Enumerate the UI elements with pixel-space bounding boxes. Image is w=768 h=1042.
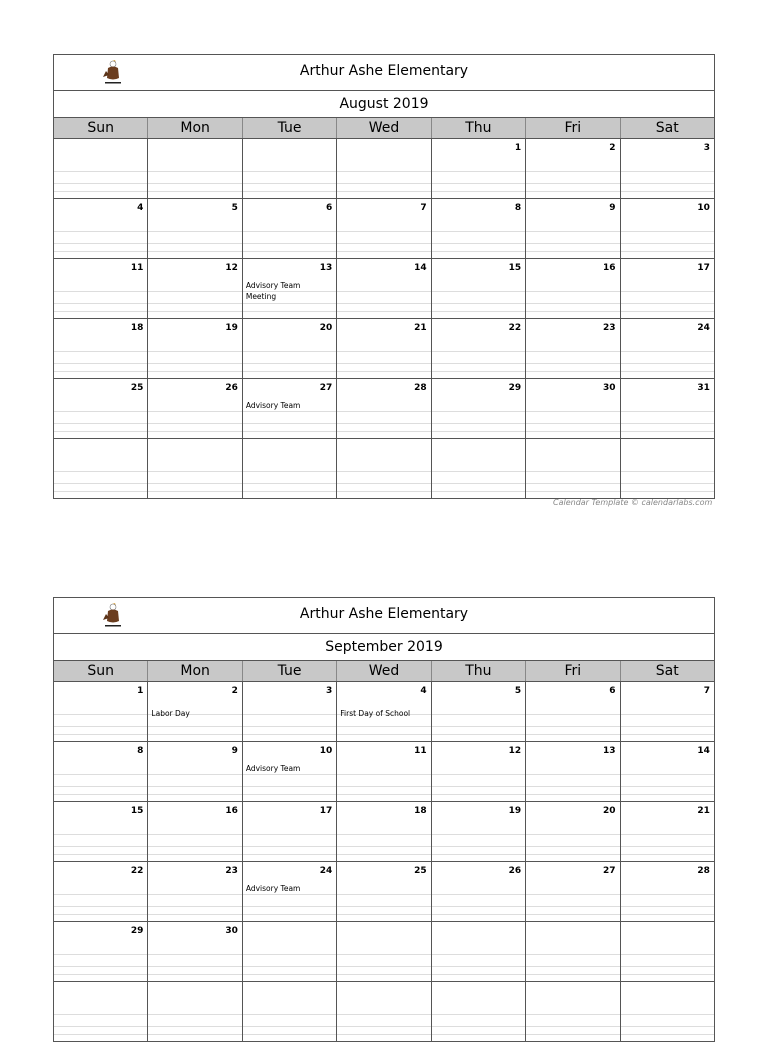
day-cell[interactable] bbox=[242, 862, 336, 921]
day-cell[interactable] bbox=[525, 439, 619, 498]
day-number: 14 bbox=[414, 263, 427, 273]
event-text: Advisory Team bbox=[245, 884, 301, 893]
day-cell[interactable] bbox=[336, 922, 430, 981]
day-cell[interactable] bbox=[431, 139, 525, 198]
day-cell[interactable] bbox=[336, 982, 430, 1041]
day-cell[interactable] bbox=[147, 802, 241, 861]
day-number: 17 bbox=[319, 806, 333, 816]
weekday-header-row bbox=[54, 661, 714, 682]
day-cell[interactable] bbox=[147, 742, 241, 801]
day-cell[interactable] bbox=[620, 802, 714, 861]
day-number: 9 bbox=[609, 203, 616, 213]
day-cell[interactable] bbox=[525, 319, 619, 378]
day-cell[interactable] bbox=[620, 982, 714, 1041]
weekday-thu: Thu bbox=[431, 118, 525, 138]
day-number: 24 bbox=[319, 866, 333, 876]
day-number: 30 bbox=[225, 926, 238, 936]
weeks-grid bbox=[54, 682, 714, 1041]
week-row bbox=[54, 982, 714, 1041]
day-number: 25 bbox=[414, 866, 427, 876]
day-cell[interactable] bbox=[431, 439, 525, 498]
day-number: 26 bbox=[508, 866, 522, 876]
day-cell[interactable] bbox=[54, 922, 147, 981]
day-cell[interactable] bbox=[336, 862, 430, 921]
day-cell[interactable] bbox=[431, 199, 525, 258]
day-number: 5 bbox=[514, 686, 522, 696]
day-cell[interactable] bbox=[147, 379, 241, 438]
day-cell[interactable] bbox=[620, 922, 714, 981]
event-text: Advisory Team bbox=[245, 764, 301, 773]
day-cell[interactable] bbox=[431, 922, 525, 981]
day-cell[interactable] bbox=[336, 139, 430, 198]
day-cell[interactable] bbox=[242, 199, 336, 258]
day-number: 12 bbox=[225, 263, 238, 273]
day-cell[interactable] bbox=[242, 802, 336, 861]
day-number: 23 bbox=[225, 866, 238, 876]
day-number: 25 bbox=[130, 383, 144, 393]
event-text: First Day of School bbox=[340, 709, 411, 718]
day-cell[interactable] bbox=[431, 319, 525, 378]
day-cell[interactable] bbox=[525, 802, 619, 861]
event-text: Advisory Team bbox=[245, 281, 301, 290]
day-cell[interactable] bbox=[525, 682, 619, 741]
day-number: 3 bbox=[703, 143, 710, 153]
day-cell[interactable] bbox=[620, 319, 714, 378]
week-row bbox=[54, 439, 714, 498]
day-cell[interactable] bbox=[242, 922, 336, 981]
weekday-fri: Fri bbox=[525, 661, 619, 681]
school-title: Arthur Ashe Elementary bbox=[299, 606, 469, 622]
day-number: 18 bbox=[414, 806, 427, 816]
day-number: 29 bbox=[130, 926, 144, 936]
day-number: 30 bbox=[603, 383, 616, 393]
day-cell[interactable] bbox=[620, 439, 714, 498]
day-number: 11 bbox=[414, 746, 427, 756]
day-number: 20 bbox=[319, 323, 333, 333]
weekday-sun: Sun bbox=[87, 120, 115, 136]
day-cell[interactable] bbox=[54, 199, 147, 258]
day-cell[interactable] bbox=[620, 199, 714, 258]
week-row bbox=[54, 742, 714, 802]
calendar-header bbox=[54, 55, 714, 91]
day-cell[interactable] bbox=[242, 319, 336, 378]
day-cell[interactable] bbox=[525, 259, 619, 318]
weekday-fri: Fri bbox=[525, 118, 619, 138]
day-cell[interactable] bbox=[525, 982, 619, 1041]
day-number: 20 bbox=[603, 806, 616, 816]
day-number: 23 bbox=[603, 323, 616, 333]
day-number: 10 bbox=[697, 203, 710, 213]
day-cell[interactable] bbox=[525, 862, 619, 921]
day-number: 10 bbox=[319, 746, 333, 756]
day-number: 21 bbox=[697, 806, 710, 816]
day-cell[interactable] bbox=[431, 982, 525, 1041]
weekday-wed: Wed bbox=[336, 661, 430, 681]
day-number: 7 bbox=[420, 203, 427, 213]
day-number: 29 bbox=[508, 383, 522, 393]
day-cell[interactable] bbox=[525, 199, 619, 258]
day-number: 5 bbox=[231, 203, 238, 213]
day-number: 7 bbox=[703, 686, 710, 696]
weekday-sat: Sat bbox=[620, 118, 714, 138]
day-cell[interactable] bbox=[242, 139, 336, 198]
day-cell[interactable] bbox=[525, 139, 619, 198]
day-number: 4 bbox=[420, 686, 427, 696]
day-number: 22 bbox=[508, 323, 522, 333]
day-number: 22 bbox=[130, 866, 144, 876]
day-number: 2 bbox=[231, 686, 238, 696]
day-number: 26 bbox=[225, 383, 238, 393]
day-number: 27 bbox=[603, 866, 616, 876]
day-number: 27 bbox=[319, 383, 333, 393]
day-cell[interactable] bbox=[147, 199, 241, 258]
day-cell[interactable] bbox=[431, 802, 525, 861]
school-title: Arthur Ashe Elementary bbox=[299, 63, 469, 79]
day-cell[interactable] bbox=[620, 259, 714, 318]
day-number: 12 bbox=[508, 746, 522, 756]
weekday-sun: Sun bbox=[87, 663, 115, 679]
event-text: Advisory Team bbox=[245, 401, 301, 410]
day-number: 9 bbox=[231, 746, 238, 756]
day-cell[interactable] bbox=[54, 439, 147, 498]
day-number: 18 bbox=[130, 323, 144, 333]
day-cell[interactable] bbox=[336, 802, 430, 861]
day-number: 14 bbox=[697, 746, 710, 756]
day-cell[interactable] bbox=[54, 379, 147, 438]
day-number: 31 bbox=[697, 383, 710, 393]
day-cell[interactable] bbox=[147, 319, 241, 378]
day-number: 28 bbox=[697, 866, 710, 876]
day-cell[interactable] bbox=[54, 862, 147, 921]
week-row bbox=[54, 379, 714, 439]
day-number: 13 bbox=[603, 746, 616, 756]
week-row bbox=[54, 862, 714, 922]
day-number: 15 bbox=[130, 806, 144, 816]
day-cell[interactable] bbox=[525, 922, 619, 981]
day-cell[interactable] bbox=[620, 139, 714, 198]
day-cell[interactable] bbox=[336, 742, 430, 801]
day-number: 24 bbox=[697, 323, 710, 333]
day-cell[interactable] bbox=[54, 802, 147, 861]
day-number: 1 bbox=[137, 686, 144, 696]
week-row bbox=[54, 922, 714, 982]
day-cell[interactable] bbox=[336, 319, 430, 378]
day-cell[interactable] bbox=[54, 742, 147, 801]
day-cell[interactable] bbox=[147, 259, 241, 318]
day-number: 15 bbox=[508, 263, 522, 273]
day-cell[interactable] bbox=[336, 199, 430, 258]
september-calendar bbox=[53, 597, 715, 1042]
day-cell[interactable] bbox=[54, 259, 147, 318]
day-cell[interactable] bbox=[242, 379, 336, 438]
template-credit: Calendar Template © calendarlabs.com bbox=[553, 498, 713, 507]
day-number: 21 bbox=[414, 323, 427, 333]
day-number: 2 bbox=[609, 143, 616, 153]
week-row bbox=[54, 319, 714, 379]
weekday-tue: Tue bbox=[242, 118, 336, 138]
week-row bbox=[54, 199, 714, 259]
event-text: Labor Day bbox=[151, 709, 190, 718]
day-number: 13 bbox=[319, 263, 333, 273]
day-cell[interactable] bbox=[54, 319, 147, 378]
day-cell[interactable] bbox=[147, 922, 241, 981]
day-number: 11 bbox=[130, 263, 144, 273]
weekday-header-row bbox=[54, 118, 714, 139]
calendar-header bbox=[54, 598, 714, 634]
day-cell[interactable] bbox=[147, 982, 241, 1041]
day-number: 6 bbox=[609, 686, 616, 696]
august-calendar bbox=[53, 54, 715, 499]
day-cell[interactable] bbox=[147, 682, 241, 741]
day-number: 28 bbox=[414, 383, 427, 393]
day-cell[interactable] bbox=[147, 439, 241, 498]
day-cell[interactable] bbox=[54, 682, 147, 741]
weeks-grid bbox=[54, 139, 714, 498]
day-cell[interactable] bbox=[242, 742, 336, 801]
day-cell[interactable] bbox=[242, 682, 336, 741]
day-cell[interactable] bbox=[620, 682, 714, 741]
day-cell[interactable] bbox=[620, 379, 714, 438]
day-cell[interactable] bbox=[242, 439, 336, 498]
day-number: 4 bbox=[137, 203, 144, 213]
day-number: 6 bbox=[326, 203, 333, 213]
day-cell[interactable] bbox=[242, 259, 336, 318]
day-cell[interactable] bbox=[525, 742, 619, 801]
week-row bbox=[54, 682, 714, 742]
day-cell[interactable] bbox=[431, 682, 525, 741]
day-cell[interactable] bbox=[620, 742, 714, 801]
day-cell[interactable] bbox=[620, 862, 714, 921]
month-title: August 2019 bbox=[54, 91, 714, 118]
day-cell[interactable] bbox=[242, 982, 336, 1041]
day-number: 19 bbox=[225, 323, 238, 333]
day-number: 8 bbox=[514, 203, 522, 213]
week-row bbox=[54, 802, 714, 862]
event-text: Meeting bbox=[245, 292, 277, 301]
week-row bbox=[54, 259, 714, 319]
day-cell[interactable] bbox=[336, 682, 430, 741]
day-number: 3 bbox=[326, 686, 333, 696]
day-cell[interactable] bbox=[525, 379, 619, 438]
weekday-wed: Wed bbox=[336, 118, 430, 138]
day-cell[interactable] bbox=[147, 139, 241, 198]
day-cell[interactable] bbox=[431, 862, 525, 921]
weekday-tue: Tue bbox=[242, 661, 336, 681]
weekday-thu: Thu bbox=[431, 661, 525, 681]
day-cell[interactable] bbox=[336, 379, 430, 438]
weekday-mon: Mon bbox=[147, 661, 241, 681]
day-number: 8 bbox=[137, 746, 144, 756]
week-row bbox=[54, 139, 714, 199]
day-cell[interactable] bbox=[336, 439, 430, 498]
day-cell[interactable] bbox=[431, 259, 525, 318]
weekday-sat: Sat bbox=[620, 661, 714, 681]
day-number: 1 bbox=[514, 143, 522, 153]
day-cell[interactable] bbox=[336, 259, 430, 318]
day-number: 17 bbox=[697, 263, 710, 273]
day-number: 16 bbox=[603, 263, 616, 273]
day-cell[interactable] bbox=[54, 982, 147, 1041]
day-number: 16 bbox=[225, 806, 238, 816]
day-cell[interactable] bbox=[54, 139, 147, 198]
month-title: September 2019 bbox=[54, 634, 714, 661]
weekday-mon: Mon bbox=[147, 118, 241, 138]
day-number: 19 bbox=[508, 806, 522, 816]
day-cell[interactable] bbox=[431, 379, 525, 438]
day-cell[interactable] bbox=[147, 862, 241, 921]
day-cell[interactable] bbox=[431, 742, 525, 801]
